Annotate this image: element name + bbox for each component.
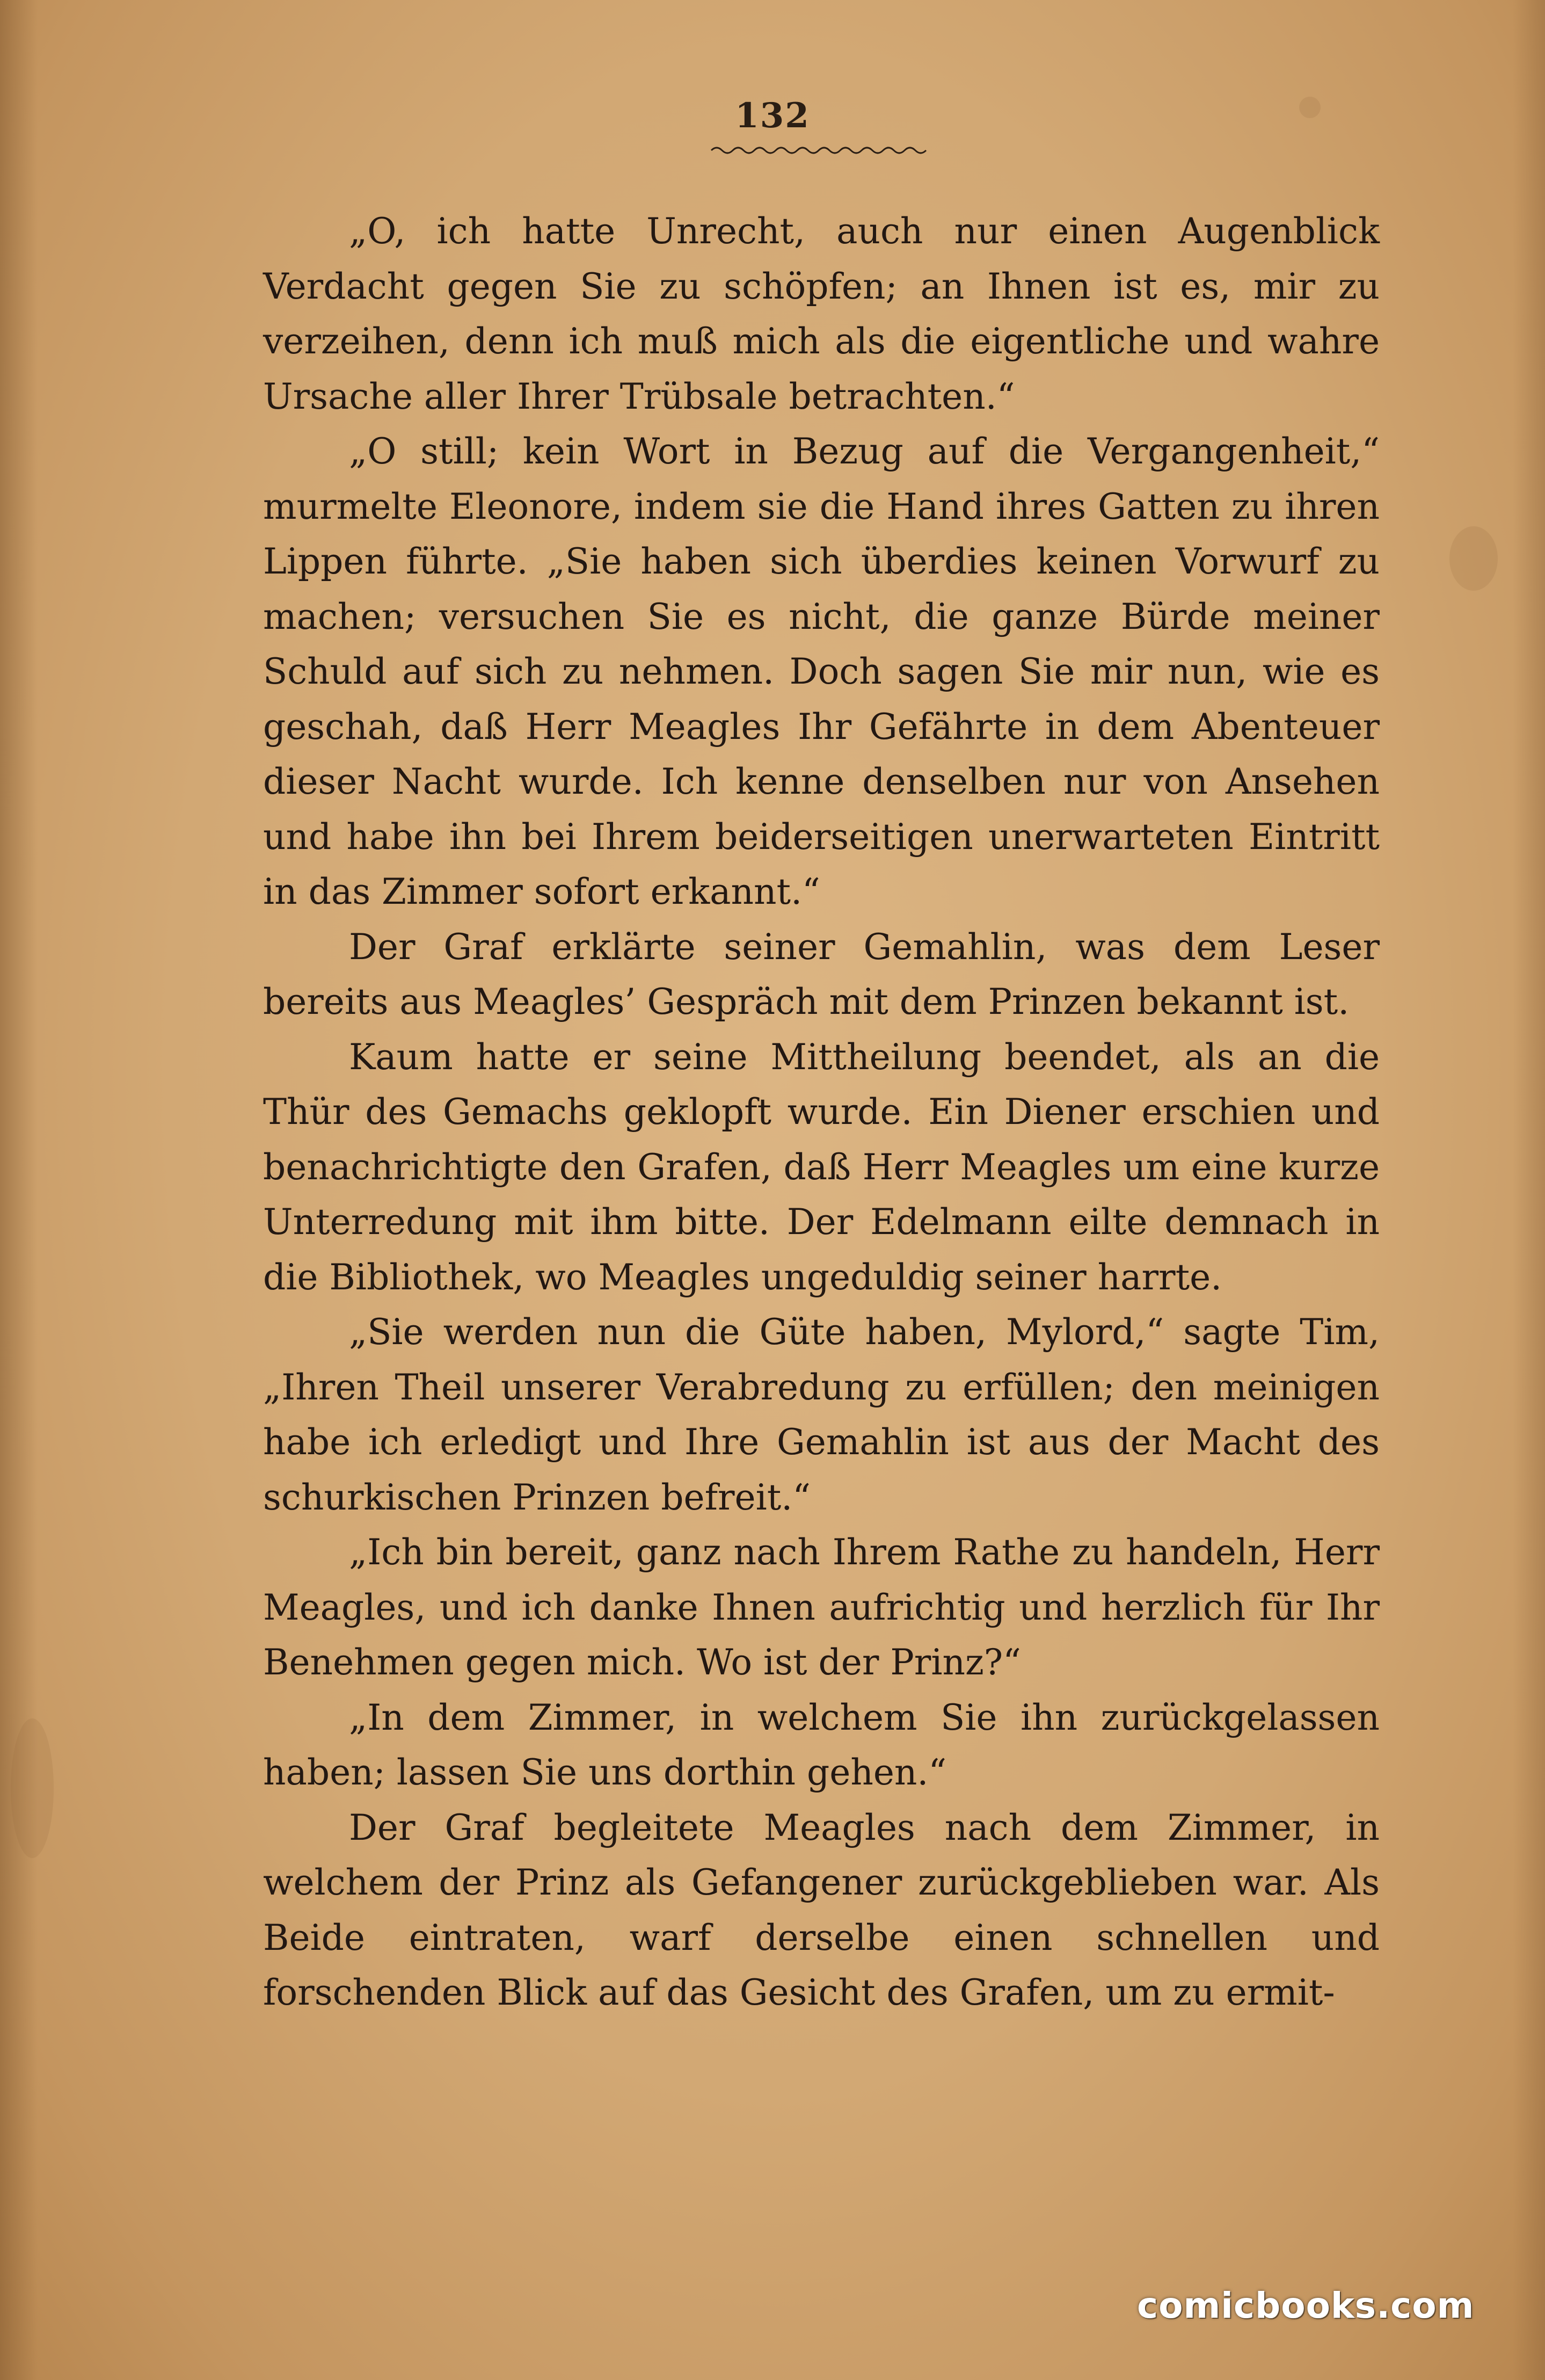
paragraph: „Sie werden nun die Güte haben, Mylord,“ sagte Tim, „Ihren Theil unserer Verabredung zu erfüllen; den meinigen habe ich erledigt und Ihre Gemahlin ist aus der Macht des schurkischen Prinzen befreit.“ (263, 1311, 1380, 1518)
wavy-rule-ornament (709, 141, 934, 157)
paragraph: „O still; kein Wort in Bezug auf die Vergangenheit,“ murmelte Eleonore, indem sie die Hand ihres Gatten zu ihren Lippen führte. „Sie haben sich überdies keinen Vorwurf zu machen; versuchen Sie es nicht, die ganze Bürde meiner Schuld auf sich zu nehmen. Doch sagen Sie mir nun, wie es geschah, daß Herr Meagles Ihr Gefährte in dem Abenteuer dieser Nacht wurde. Ich kenne denselben nur von Ansehen und habe ihn bei Ihrem beiderseitigen unerwarteten Eintritt in das Zimmer sofort erkannt.“ (263, 431, 1380, 912)
paragraph: Der Graf erklärte seiner Gemahlin, was dem Leser bereits aus Meagles’ Gespräch mit dem Prinzen bekannt ist. (263, 926, 1380, 1022)
paragraph: Kaum hatte er seine Mittheilung beendet, als an die Thür des Gemachs geklopft wurde. Ein Diener erschien und benachrichtigte den Grafen, daß Herr Meagles um eine kurze Unterredung mit ihm bitte. Der Edelmann eilte demnach in die Bibliothek, wo Meagles ungeduldig seiner harrte. (263, 1036, 1380, 1298)
page-number: 132 (735, 96, 810, 136)
paragraph: Der Graf begleitete Meagles nach dem Zimmer, in welchem der Prinz als Gefangener zurückgeblieben war. Als Beide eintraten, warf derselbe einen schnellen und forschenden Blick auf das Gesicht des Grafen, um zu ermit- (263, 1806, 1380, 2013)
paragraph: „Ich bin bereit, ganz nach Ihrem Rathe zu handeln, Herr Meagles, und ich danke Ihnen aufrichtig und herzlich für Ihr Benehmen gegen mich. Wo ist der Prinz?“ (263, 1532, 1380, 1683)
site-watermark: comicbooks.com (1137, 2285, 1475, 2326)
page-edge-shadow (1513, 0, 1545, 2380)
page-body-text (263, 204, 1380, 2021)
paragraph: „O, ich hatte Unrecht, auch nur einen Augenblick Verdacht gegen Sie zu schöpfen; an Ihnen ist es, mir zu verzeihen, denn ich muß mich als die eigentliche und wahre Ursache aller Ihrer Trübsale betrachten.“ (263, 211, 1380, 417)
paper-stain (1299, 97, 1321, 118)
paragraph: „In dem Zimmer, in welchem Sie ihn zurückgelassen haben; lassen Sie uns dorthin gehen.“ (263, 1696, 1380, 1793)
page-spine-shadow (0, 0, 38, 2380)
paper-stain (11, 1718, 54, 1858)
paper-stain (1449, 526, 1498, 591)
